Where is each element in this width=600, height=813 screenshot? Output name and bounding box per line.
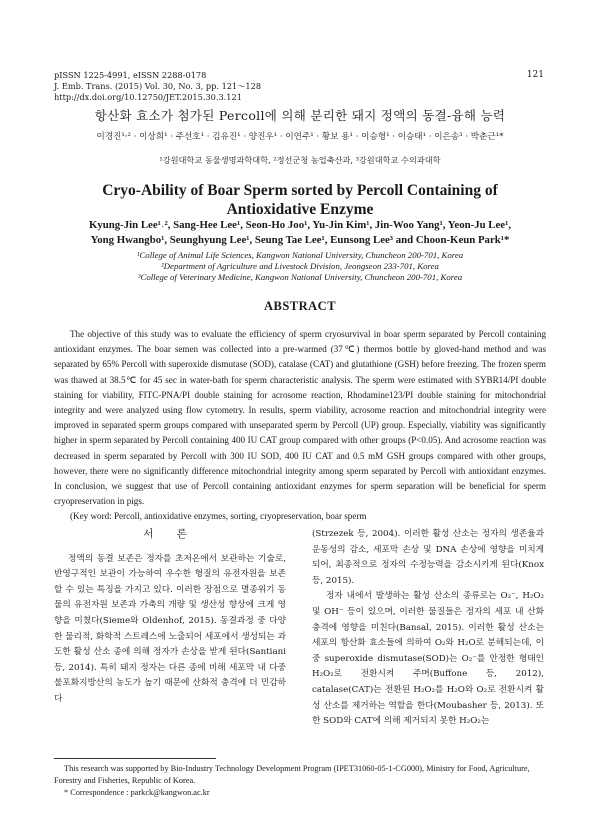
english-authors: [0, 218, 600, 248]
korean-authors: 이경진¹˒² · 이상희¹ · 주선호¹ · 김유진¹ · 양진우¹ · 이연주¹ · 황보 용¹ · 이승형¹ · 이승태¹ · 이은송³ · 박춘근¹*: [96, 132, 504, 142]
english-authors-line1: Kyung-Jin Lee¹˒², Sang-Hee Lee¹, Seon-Ho Joo¹, Yu-Jin Kim¹, Jin-Woo Yang¹, Yeon-Ju Lee¹,: [88, 219, 512, 231]
keywords: (Key word: Percoll, antioxidative enzymes, sorting, cryopreservation, boar sperm: [70, 511, 367, 522]
journal-citation: J. Emb. Trans. (2015) Vol. 30, No. 3, pp. 121～128: [54, 81, 262, 91]
english-title-line1: Cryo-Ability of Boar Sperm sorted by Percoll Containing of: [102, 182, 498, 199]
english-title-line2: Antioxidative Enzyme: [226, 201, 374, 218]
affiliation-1: ¹College of Animal Life Sciences, Kangwon National University, Chuncheon 200-701, Korea: [136, 250, 464, 260]
english-affiliations: [0, 250, 600, 283]
page-number: 121: [526, 70, 544, 80]
affiliation-3: ³College of Veterinary Medicine, Kangwon National University, Chuncheon 200-701, Korea: [137, 272, 463, 282]
doi-link[interactable]: http://dx.doi.org/10.12750/JET.2015.30.3.121: [54, 92, 242, 102]
abstract-body: The objective of this study was to evaluate the efficiency of sperm cryosurvival in boar sperm separated by Percoll containing antioxidant enzymes. The boar semen was collected into a pre-warmed (37℃) thermos bottle by gloved-hand method and was separated by 65% Percoll with superoxide dismutase (SOD), catalase (CAT) and glutathione (GSH) before freezing. The frozen sperm was thawed at 38.5℃ for 45 sec in water-bath for sperm characteristic analysis. The sperm were estimated with SYBR14/PI double staining for viability, FITC-PNA/PI double staining for acrosome reaction, Rhodamine123/PI double staining for mitochondrial integrity and were analyzed using flow cytometry. In results, sperm viability, acrosome reaction and mitochondrial integrity were improved in separated sperm groups compared with unseparated sperm by Percoll (UP) group. Especially, viability was significantly higher in sperm separated by Percoll containing 400 IU CAT group compared with other groups (P<0.05). And acrosome reaction was decreased in sperm separated by Percoll with 300 IU SOD, 400 IU CAT and 0.5 mM GSH groups compared with other groups, however, there were no significantly difference mitochondrial integrity among sperm separated by Percoll with antioxidant enzymes. In conclusion, we suggest that use of Percoll containing antioxidant enzymes for sperm separation will be beneficial for sperm cryopreservation in pigs.: [54, 329, 546, 507]
korean-affiliations: ¹강원대학교 동물생명과학대학, ²정선군청 농업축산과, ³강원대학교 수의과대학: [159, 155, 441, 165]
intro-paragraph: 정액의 동결 보존은 정자를 초저온에서 보관하는 기술로, 반영구적인 보관이 가능하여 우수한 형질의 유전자원을 보존할 수 있는 특징을 가지고 있다. 이러한 장점으로 멸종위기 동물의 유전자원 보존과 가축의 개량 및 생산성 향상에 크게 영향을 미쳤다(Sieme와 Oldenhof, 2015). 동결과정 중 다양한 물리적, 화학적 스트레스에 노출되어 세포에서 생성되는 과도한 활성 산소 종에 의해 정자가 손상을 받게 된다(Santiani 등, 2014). 특히 돼지 정자는 다른 종에 비해 세포막 내 다중불포화지방산의 농도가 높기 때문에 산화적 충격에 더 민감하다: [54, 553, 286, 704]
abstract-heading: ABSTRACT: [263, 299, 337, 313]
intro-paragraph: 정자 내에서 발생하는 활성 산소의 종류로는 O₂⁻, H₂O₂ 및 OH⁻ 등이 있으며, 이러한 물질들은 정자의 세포 내 산화 충격에 영향을 미친다(Bansal, 2015). 이러한 활성 산소는 세포의 항산화 효소들에 의하여 O₂와 H₂O로 분해되는데, 이 중 superoxide dismutase(SOD)는 O₂⁻를 안정한 형태인 H₂O₂로 전환시켜 주며(Buffone 등, 2012), catalase(CAT)는 전환된 H₂O₂를 H₂O와 O₂로 전환시켜 활성 산소를 제거하는 역할을 한다(Moubasher 등, 2013). 또한 SOD와 CAT에 의해 제거되지 못한 H₂O₂는: [312, 591, 544, 727]
intro-right-column: [312, 527, 544, 730]
intro-left-column: [54, 527, 286, 708]
journal-header: [54, 70, 261, 103]
footnote: [54, 763, 546, 799]
issn-line: pISSN 1225-4991, eISSN 2288-0178: [54, 70, 207, 80]
intro-paragraph: (Strzezek 등, 2004). 이러한 활성 산소는 정자의 생존율과 운동성의 감소, 세포막 손상 및 DNA 손상에 영향을 미치게 되어, 최종적으로 정자의 수정능력을 감소시키게 된다(Knox 등, 2015).: [312, 529, 544, 586]
english-authors-line2: Yong Hwangbo¹, Seunghyung Lee¹, Seung Tae Lee¹, Eunsong Lee³ and Choon-Keun Park¹*: [90, 234, 510, 246]
correspondence-note: * Correspondence : parkck@kangwon.ac.kr: [64, 788, 210, 797]
affiliation-2: ²Department of Agriculture and Livestock Division, Jeongseon 233-701, Korea: [161, 261, 439, 271]
footnote-divider: [54, 758, 216, 759]
intro-heading: 서 론: [143, 528, 197, 540]
korean-title: 항산화 효소가 첨가된 Percoll에 의해 분리한 돼지 정액의 동결-융해 능력: [94, 108, 506, 123]
abstract-section: [54, 327, 546, 525]
english-title: [0, 181, 600, 219]
funding-note: This research was supported by Bio-Industry Technology Development Program (IPET31060-05-1-CG000), Ministry for Food, Agriculture, Forestry and Fisheries, Republic of Korea.: [54, 764, 530, 785]
